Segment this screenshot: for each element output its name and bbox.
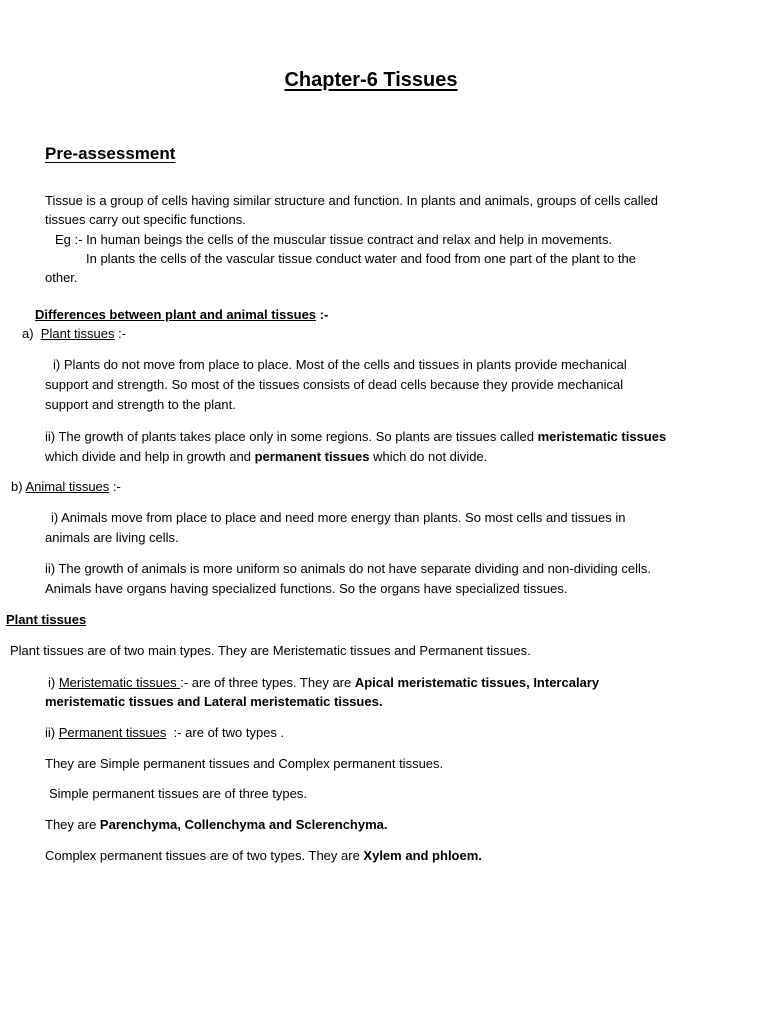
meristematic-paragraph <box>45 673 705 711</box>
plant-point-2-text-e: which do not divide. <box>369 449 488 464</box>
intro-paragraph <box>45 191 705 229</box>
meristematic-label: Meristematic tissues <box>58 675 181 690</box>
plant-point-2 <box>45 427 705 467</box>
plant-subheading-suffix: :- <box>114 326 127 341</box>
example-line-1: Eg :- In human beings the cells of the muscular tissue contract and relax and help in movements. <box>55 232 613 247</box>
meristematic-types-bold-1: Apical meristematic tissues, Intercalary <box>354 675 600 690</box>
animal-point-2 <box>45 559 705 599</box>
pre-assessment-heading: Pre-assessment <box>45 144 176 163</box>
plant-point-2-text-a: ii) The growth of plants takes place only in some regions. So plants are tissues called <box>45 429 538 444</box>
differences-heading-suffix: :- <box>316 307 329 322</box>
intro-line-2: tissues carry out specific functions. <box>45 212 246 227</box>
complex-permanent-text <box>45 846 705 865</box>
plant-types-text: Plant tissues are of two main types. They are Meristematic tissues and Permanent tissues. <box>10 643 531 658</box>
example-line-3: other. <box>45 270 78 285</box>
complex-text: Complex permanent tissues are of two types. They are <box>45 848 364 863</box>
animal-point-1 <box>45 508 705 548</box>
plant-point-1-line-3: support and strength to the plant. <box>45 397 236 412</box>
plant-point-1-line-2: support and strength. So most of the tissues consists of dead cells because they provide mechanical <box>45 377 624 392</box>
animal-subheading-suffix: :- <box>109 479 121 494</box>
simple-permanent-text: Simple permanent tissues are of three types. <box>49 786 307 801</box>
animal-subheading-prefix: b) <box>11 479 26 494</box>
animal-point-1-line-1: i) Animals move from place to place and need more energy than plants. So most cells and tissues in <box>51 510 626 525</box>
meristematic-types-bold-2: meristematic tissues and Lateral meristematic tissues. <box>45 694 383 709</box>
differences-heading <box>35 305 328 324</box>
plant-subheading-label: Plant tissues <box>40 326 115 341</box>
intro-line-1: Tissue is a group of cells having similar structure and function. In plants and animals, groups of cells called <box>45 193 658 208</box>
animal-subheading-label: Animal tissues <box>25 479 110 494</box>
simple-they-are: They are <box>45 817 100 832</box>
meristematic-text: :- are of three types. They are <box>180 675 355 690</box>
animal-point-1-line-2: animals are living cells. <box>45 530 179 545</box>
plant-subheading-prefix: a) <box>22 326 41 341</box>
permanent-tissues-term: permanent tissues <box>254 449 370 464</box>
plant-point-1-line-1: i) Plants do not move from place to place. Most of the cells and tissues in plants provide mechanical <box>53 357 627 372</box>
permanent-prefix: ii) <box>45 725 59 740</box>
plant-subheading <box>22 324 126 343</box>
example-paragraph <box>45 230 705 287</box>
example-line-2: In plants the cells of the vascular tissue conduct water and food from one part of the plant to the <box>86 251 636 266</box>
meristematic-tissues-term: meristematic tissues <box>537 429 667 444</box>
animal-point-2-line-2: Animals have organs having specialized functions. So the organs have specialized tissues. <box>45 581 568 596</box>
plant-point-2-text-c: which divide and help in growth and <box>45 449 255 464</box>
plant-tissues-heading-label: Plant tissues <box>6 612 87 627</box>
differences-heading-label: Differences between plant and animal tissues <box>35 307 317 322</box>
complex-types-bold: Xylem and phloem. <box>363 848 482 863</box>
permanent-paragraph <box>45 723 705 742</box>
simple-permanent-types <box>45 815 705 834</box>
meristematic-prefix: i) <box>48 675 59 690</box>
permanent-text: :- are of two types . <box>166 725 285 740</box>
animal-point-2-line-1: ii) The growth of animals is more uniform so animals do not have separate dividing and non-dividing cells. <box>45 561 652 576</box>
page-title: Chapter-6 Tissues <box>284 69 458 91</box>
permanent-label: Permanent tissues <box>58 725 167 740</box>
permanent-types-text: They are Simple permanent tissues and Complex permanent tissues. <box>45 756 444 771</box>
animal-subheading <box>11 477 121 496</box>
plant-point-1 <box>45 355 705 415</box>
plant-tissues-heading <box>6 610 86 629</box>
simple-permanent-types-bold: Parenchyma, Collenchyma and Sclerenchyma. <box>99 817 388 832</box>
